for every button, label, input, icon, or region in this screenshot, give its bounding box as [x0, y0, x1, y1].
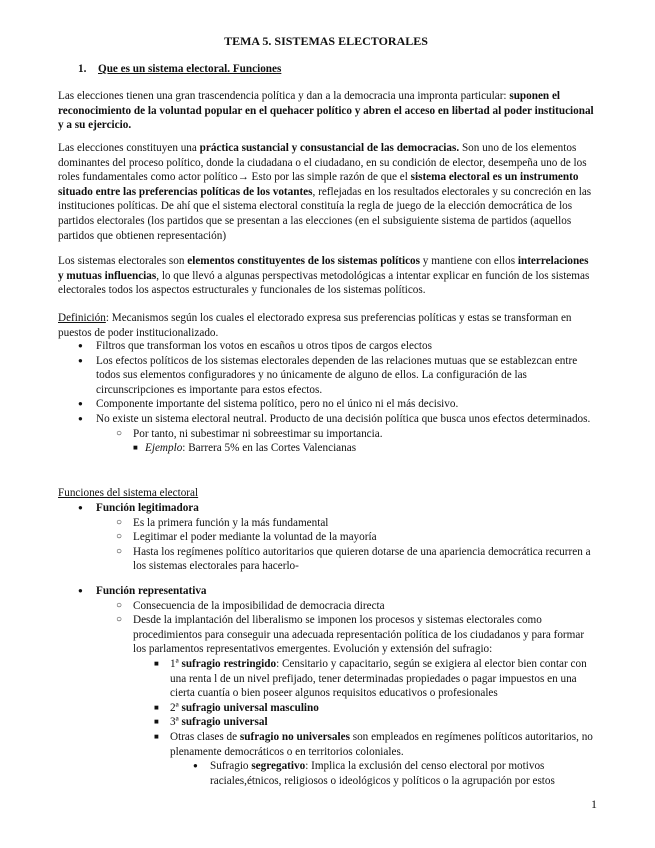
other-text-a: Otras clases de: [170, 730, 240, 743]
segregative-bold: segregativo: [251, 760, 306, 773]
example-text: : Barrera 5% en las Cortes Valencianas: [182, 442, 357, 455]
page-number: 1: [591, 797, 597, 811]
function-title: ● Función legitimadora: [58, 501, 594, 516]
list-item: ○ Consecuencia de la imposibilidad de democracia directa: [58, 599, 594, 614]
paragraph-2: [58, 141, 594, 243]
list-item: ● Los efectos políticos de los sistemas electorales dependen de las relaciones mutuas que se establezcan entre todos sus elementos configuradores y no únicamente de alguno de ellos. La configuración de las circunscripciones es importante para estos efectos.: [58, 354, 594, 398]
section-label: Que es un sistema electoral. Funciones: [98, 63, 282, 75]
function-title: ● Función representativa: [58, 584, 594, 599]
suffrage-item: [58, 715, 594, 730]
segregative-text-a: Sufragio: [210, 760, 252, 773]
p3-text-e: , lo que llevó a algunas perspectivas metodológicas a intentar explicar en función de los sistemas electorales todos los aspectos estructurales y funcionales de los sistemas políticos.: [58, 269, 590, 297]
function-legitimadora: [58, 501, 594, 574]
suffrage-type: sufragio restringido: [181, 657, 277, 670]
suffrage-desc: : Censitario y capacitario, según se exigiera al elector bien contar con una renta l de un nivel prefijado, tener determinadas propiedades o pagar impuestos en una cierta cuantía o bien poseer algunos requisitos educativos o profesionales: [170, 657, 587, 700]
sub-list-item: ○ Por tanto, ni subestimar ni sobreestimar su importancia.: [58, 427, 594, 442]
suffrage-num: 3ª: [170, 716, 182, 729]
suffrage-num: 2ª: [170, 701, 182, 714]
other-suffrage-item: [58, 730, 594, 759]
list-item: ○ Hasta los regímenes político autoritarios que quieren dotarse de una apariencia democrática recurren a los sistemas electorales para hacerlo-: [58, 545, 594, 574]
paragraph-1: [58, 89, 594, 133]
paragraph-3: [58, 254, 594, 298]
functions-heading: [58, 486, 198, 501]
p3-text-c: y mantiene con ellos: [420, 255, 518, 267]
other-text-c: son empleados en regímenes políticos autoritarios, no plenamente democráticos o en territorios coloniales.: [170, 730, 593, 758]
function-representativa: [58, 584, 594, 788]
definition-bullets: [58, 339, 594, 456]
section-number: 1.: [78, 63, 87, 75]
suffrage-type: sufragio universal: [181, 716, 268, 729]
list-item: ○ Legitimar el poder mediante la voluntad de la mayoría: [58, 530, 594, 545]
definition-paragraph: [58, 311, 594, 340]
p2-text-e: , reflejadas en los resultados electorales y su concreción en las instituciones políticas. De ahí que el sistema electoral constituía la regla de juego de la elección democrática de los partidos electorales (los partidos que se presentan a las elecciones (en el subsiguiente sistema de partidos (aquellos partidos que obtienen representación): [58, 185, 592, 242]
suffrage-item: [58, 701, 594, 716]
list-item: ○ Desde la implantación del liberalismo se imponen los procesos y sistemas electorales como procedimientos para conseguir una adecuada representación política de los ciudadanos y para formar los parlamentos representativos emergentes. Evolución y extensión del sufragio:: [58, 613, 594, 657]
p2-text-c: Son uno de los elementos dominantes del proceso político, donde la ciudadana o el ciudadano, en su condición de elector, desempeña uno de los roles fundamentales como actor político→ Esto por las simple razón de que el: [58, 142, 587, 184]
p3-bold-b: elementos constituyentes de los sistemas políticos: [187, 255, 420, 267]
segregative-item: [58, 759, 594, 788]
functions-heading-text: Funciones del sistema electoral: [58, 487, 199, 499]
list-item: ○ Es la primera función y la más fundamental: [58, 516, 594, 531]
suffrage-item: [58, 657, 594, 701]
p1-bold: suponen el reconocimiento de la voluntad popular en el quehacer político y abren el acceso en libertad al poder institucional y a su ejercicio.: [58, 90, 594, 132]
example-item: [58, 441, 594, 456]
p3-bold-d: interrelaciones y mutuas influencias: [58, 255, 589, 282]
suffrage-num: 1ª: [170, 657, 182, 670]
section-heading: [78, 62, 281, 77]
p2-bold-b: práctica sustancial y consustancial de las democracias.: [199, 142, 460, 154]
p1-text: Las elecciones tienen una gran trascendencia política y dan a la democracia una impronta particular:: [58, 90, 510, 102]
example-label: Ejemplo: [145, 442, 183, 455]
p2-bold-d: sistema electoral es un instrumento situado entre las preferencias políticas de los votantes: [58, 171, 579, 198]
suffrage-type: sufragio universal masculino: [181, 701, 319, 714]
page-title: TEMA 5. SISTEMAS ELECTORALES: [224, 34, 428, 48]
definition-text: : Mecanismos según los cuales el electorado expresa sus preferencias políticas y estas se transforman en puestos de poder institucionalizado.: [58, 312, 572, 339]
list-item: [58, 412, 594, 456]
list-item-text: No existe un sistema electoral neutral. Producto de una decisión política que busca unos efectos determinados.: [96, 412, 591, 425]
p3-text-a: Los sistemas electorales son: [58, 255, 188, 267]
list-item: ● Componente importante del sistema político, pero no el único ni el más decisivo.: [58, 397, 594, 412]
definition-label: Definición: [58, 312, 106, 324]
segregative-text-c: : Implica la exclusión del censo electoral por motivos raciales,étnicos, religiosos o ideológicos y políticos o la agrupación por estos: [210, 760, 555, 787]
list-item: ● Filtros que transforman los votos en escaños u otros tipos de cargos electos: [58, 339, 594, 354]
other-bold: sufragio no universales: [239, 730, 350, 743]
p2-text-a: Las elecciones constituyen una: [58, 142, 200, 154]
